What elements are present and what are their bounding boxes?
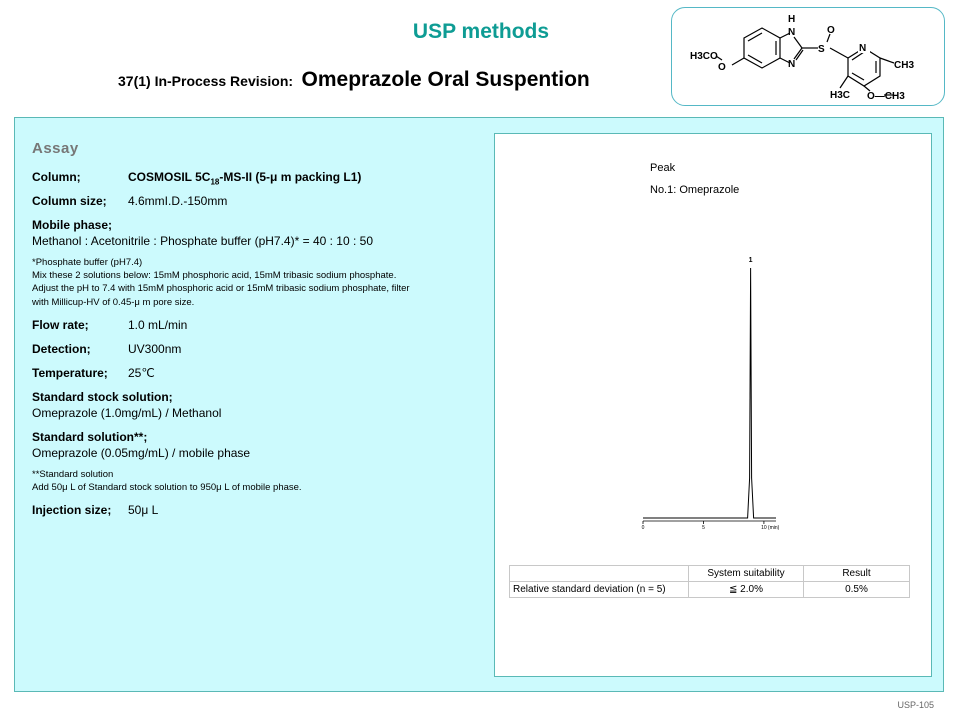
chromatogram-panel — [494, 133, 932, 677]
detection-value: UV300nm — [128, 342, 182, 356]
table-row — [510, 582, 910, 598]
peak-label-1: 1 — [748, 257, 753, 264]
chromatogram-trace — [643, 268, 776, 518]
structure-label-s: S — [818, 44, 825, 55]
temperature-label: Temperature; — [32, 366, 108, 380]
x-axis-tick-label: 10 — [761, 525, 767, 531]
structure-label-o-sulfoxide: O — [827, 25, 835, 36]
x-axis-tick-label: 5 — [702, 525, 705, 531]
page-subtitle — [118, 68, 590, 92]
std-stock-label: Standard stock solution; — [32, 390, 173, 404]
x-axis-tick-label: 0 — [641, 525, 645, 531]
table-header-cell — [510, 566, 689, 582]
assay-title: Assay — [32, 140, 79, 157]
x-axis-unit: (min) — [767, 525, 780, 531]
structure-label-h3c: H3C — [830, 90, 851, 101]
column-size-row — [32, 194, 227, 208]
mobile-phase-value: Methanol : Acetonitrile : Phosphate buffer (pH7.4)* = 40 : 10 : 50 — [32, 234, 373, 248]
table-cell: Relative standard deviation (n = 5) — [510, 582, 689, 598]
omeprazole-structure-diagram — [672, 8, 944, 105]
std-solution-value: Omeprazole (0.05mg/mL) / mobile phase — [32, 446, 251, 460]
chemical-structure-box — [671, 7, 945, 106]
structure-label-o-methoxy: O — [718, 62, 726, 73]
peak-list-item: No.1: Omeprazole — [650, 184, 740, 196]
std-stock-value: Omeprazole (1.0mg/mL) / Methanol — [32, 406, 222, 420]
column-row — [32, 170, 361, 186]
temperature-row — [32, 366, 155, 380]
flow-rate-label: Flow rate; — [32, 318, 89, 332]
structure-label-n1: N — [788, 27, 796, 38]
column-size-value: 4.6mmI.D.-150mm — [128, 194, 228, 208]
mobile-phase-label: Mobile phase; — [32, 218, 113, 232]
injection-label: Injection size; — [32, 503, 112, 517]
detection-label: Detection; — [32, 342, 91, 356]
flow-rate-value: 1.0 mL/min — [128, 318, 188, 332]
table-header-cell: System suitability — [689, 566, 804, 582]
structure-label-h: H — [788, 14, 796, 25]
subtitle-prefix: 37(1) In-Process Revision: — [118, 73, 294, 89]
column-size-label: Column size; — [32, 194, 107, 208]
structure-label-h3co: H3CO — [690, 51, 718, 62]
buffer-note: *Phosphate buffer (pH7.4) Mix these 2 solutions below: 15mM phosphoric acid, 15mM tribasic sodium phosphate. Adjust the pH to 7.4 with 15mM phosphoric acid or 15mM tribasic sodium phosphate, filter with Millicup-HV of 0.45-μ m pore size. — [32, 257, 410, 308]
temperature-value: 25℃ — [128, 366, 155, 380]
structure-label-och3: O—CH3 — [867, 91, 905, 102]
chromatogram-plot — [495, 134, 931, 554]
subtitle-main: Omeprazole Oral Suspention — [301, 68, 590, 91]
injection-row — [32, 503, 158, 517]
std-solution-note: **Standard solution Add 50μ L of Standard stock solution to 950μ L of mobile phase. — [32, 469, 302, 494]
column-value: COSMOSIL $5C_{18}-MS-II$ (5-μ m packing L1) — [128, 170, 362, 187]
column-label: Column; — [32, 170, 81, 184]
system-suitability-table — [509, 565, 910, 598]
assay-panel — [14, 117, 944, 692]
std-solution-label: Standard solution**; — [32, 430, 148, 444]
structure-label-n-pyridine: N — [859, 43, 867, 54]
page-title: USP methods — [412, 20, 550, 43]
injection-value: 50μ L — [128, 503, 159, 517]
structure-label-n2: N — [788, 59, 796, 70]
table-header-cell: Result — [804, 566, 910, 582]
table-header-row — [510, 566, 910, 582]
table-cell: ≦ 2.0% — [689, 582, 804, 598]
detection-row — [32, 342, 181, 356]
flow-rate-row — [32, 318, 187, 332]
peak-header: Peak — [650, 162, 676, 174]
table-cell: 0.5% — [804, 582, 910, 598]
page-number: USP-105 — [897, 700, 934, 710]
structure-label-ch3: CH3 — [894, 60, 915, 71]
